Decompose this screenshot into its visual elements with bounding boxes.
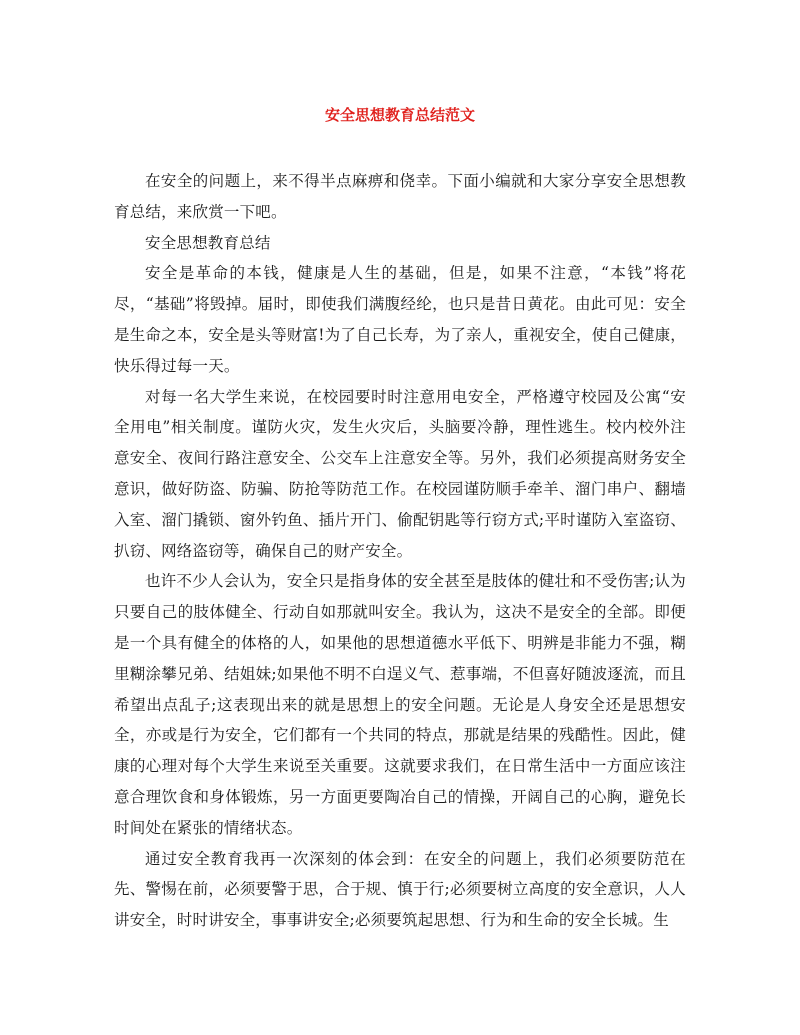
document-title: 安全思想教育总结范文 — [324, 106, 475, 124]
paragraph-3: 也许不少人会认为，安全只是指身体的安全甚至是肢体的健壮和不受伤害;认为只要自己的肢体健全、行动自如那就叫安全。我认为，这决不是安全的全部。即便是一个具有健全的体格的人，如果他的思想道德水平低下、明辨是非能力不强，糊里糊涂攀兄弟、结姐妹;如果他不明不白逞义气、惹事端，不但喜好随波逐流，而且希望出点乱子;这表现出来的就是思想上的安全问题。无论是人身安全还是思想安全，亦或是行为安全，它们都有一个共同的特点，那就是结果的残酷性。因此，健康的心理对每个大学生来说至关重要。这就要求我们，在日常生活中一方面应该注意合理饮食和身体锻炼，另一方面更要陶冶自己的情操，开阔自己的心胸，避免长时间处在紧张的情绪状态。 — [114, 572, 686, 837]
paragraph-2: 对每一名大学生来说，在校园要时时注意用电安全，严格遵守校园及公寓“安全用电”相关制度。谨防火灾，发生火灾后，头脑要冷静，理性逃生。校内校外注意安全、夜间行路注意安全、公交车上注意安全等。另外，我们必须提高财务安全意识，做好防盗、防骗、防抢等防范工作。在校园谨防顺手牵羊、溜门串户、翻墙入室、溜门撬锁、窗外钓鱼、插片开门、偷配钥匙等行窃方式;平时谨防入室盗窃、扒窃、网络盗窃等，确保自己的财产安全。 — [114, 387, 686, 560]
paragraph-4: 通过安全教育我再一次深刻的体会到：在安全的问题上，我们必须要防范在先、警惕在前，必须要警于思，合于规、慎于行;必须要树立高度的安全意识，人人讲安全，时时讲安全，事事讲安全;必须要筑起思想、行为和生命的安全长城。生 — [114, 849, 686, 930]
document-body — [114, 166, 686, 936]
paragraph-1: 安全是革命的本钱，健康是人生的基础，但是，如果不注意，“本钱”将花尽，“基础”将毁掉。届时，即使我们满腹经纶，也只是昔日黄花。由此可见：安全是生命之本，安全是头等财富!为了自己长寿，为了亲人，重视安全，使自己健康，快乐得过每一天。 — [114, 264, 686, 375]
paragraph-intro: 在安全的问题上，来不得半点麻痹和侥幸。下面小编就和大家分享安全思想教育总结，来欣赏一下吧。 — [114, 172, 686, 221]
paragraph-subheading: 安全思想教育总结 — [145, 233, 271, 252]
